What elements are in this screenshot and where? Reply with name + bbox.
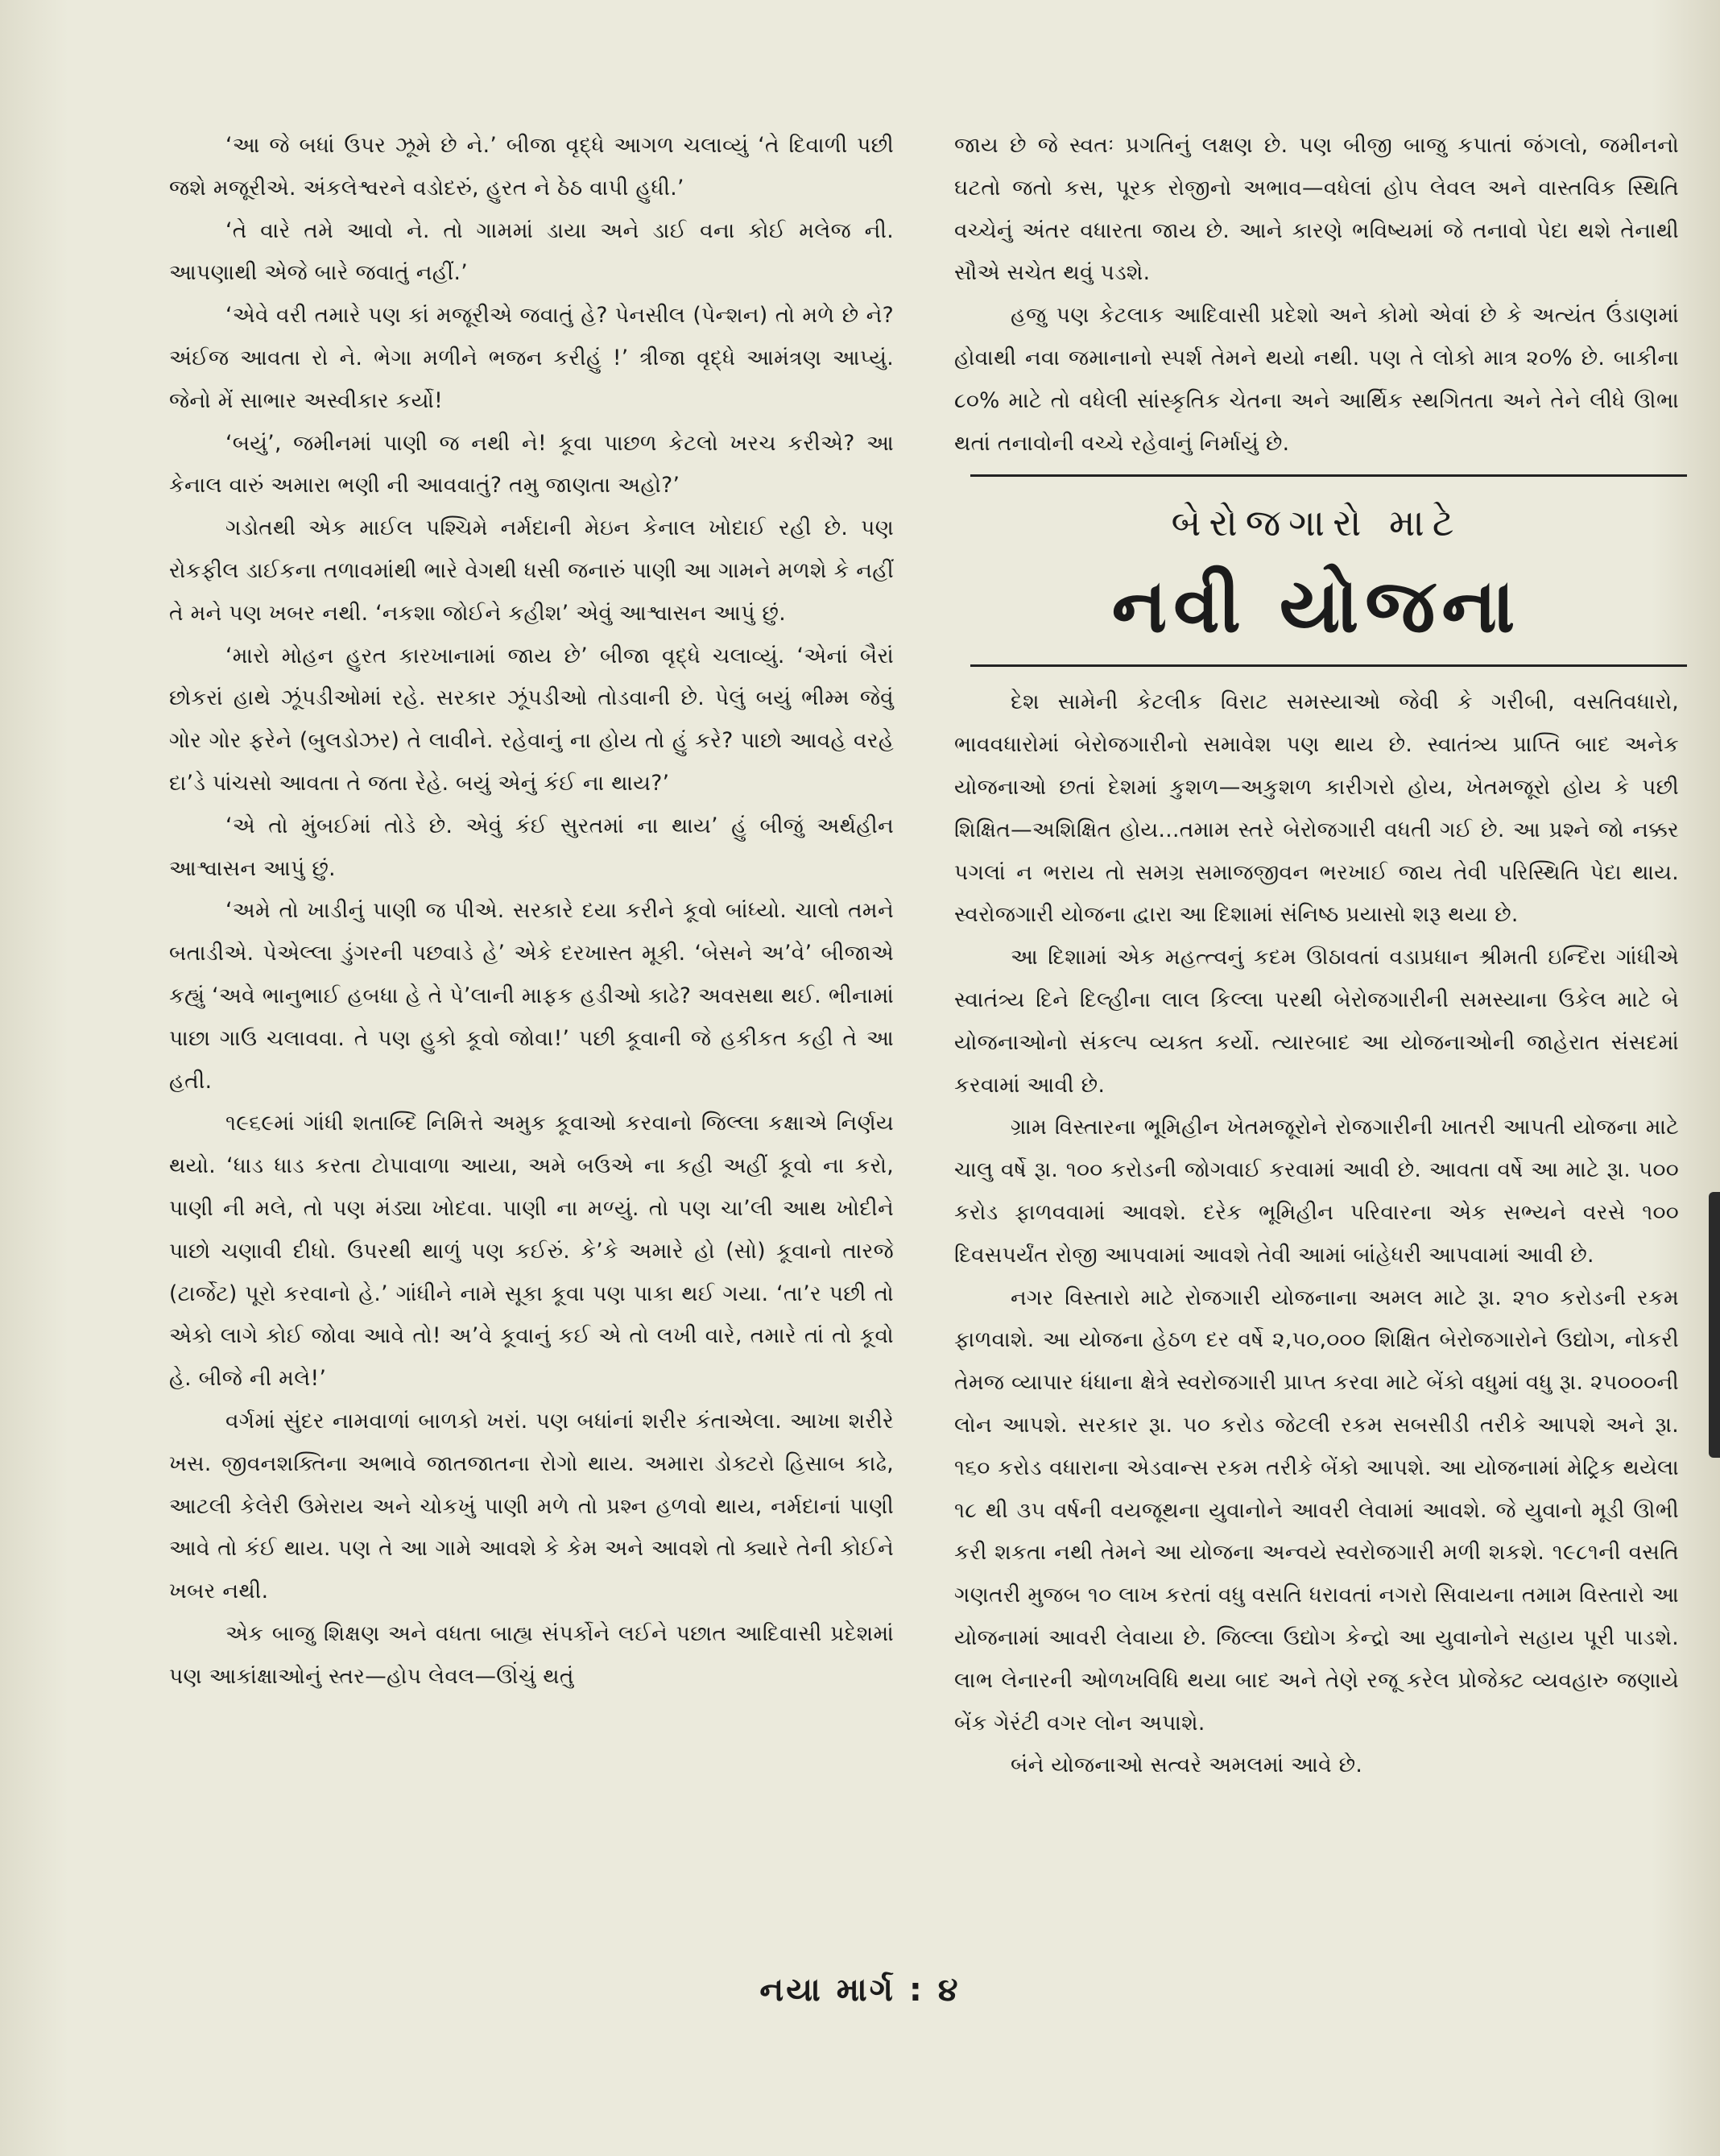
article-paragraph: આ દિશામાં એક મહત્ત્વનું કદમ ઊઠાવતાં વડાપ્રધાન શ્રીમતી ઇન્દિરા ગાંધીએ સ્વાતંત્ર્ય દિને દિલ્હીના લાલ કિલ્લા પરથી બેરોજગારીની સમસ્યાના ઉકેલ માટે બે યોજનાઓનો સંકલ્પ વ્યક્ત કર્યો. ત્યારબાદ આ યોજનાઓની જાહેરાત સંસદમાં કરવામાં આવી છે. — [954, 945, 1679, 1098]
left-paragraph: ‘એવે વરી તમારે પણ કાં મજૂરીએ જવાતું હે? પેનસીલ (પેન્શન) તો મળે છે ને? અંઈજ આવતા રો ને. ભેગા મળીને ભજન કરીહું !’ ત્રીજા વૃદ્ધે આમંત્રણ આપ્યું. જેનો મેં સાભાર અસ્વીકાર કર્યો! — [169, 303, 894, 413]
left-paragraph: ૧૯૬૯માં ગાંધી શતાબ્દિ નિમિત્તે અમુક કૂવાઓ કરવાનો જિલ્લા કક્ષાએ નિર્ણય થયો. ‘ધાડ ધાડ કરતા ટોપાવાળા આયા, અમે બઉએ ના કહી અહીં કૂવો ના કરો, પાણી ની મલે, તો પણ મંડ્યા ખોદવા. પાણી ના મળ્યું. તો પણ ચા’લી આથ ખોદીને પાછો ચણાવી દીધો. ઉપરથી થાળું પણ કઈરું. કે’કે અમારે હો (સો) કૂવાનો તારજે (ટાર્જેટ) પૂરો કરવાનો હે.’ ગાંધીને નામે સૂકા કૂવા પણ પાકા થઈ ગયા. ‘તા’ર પછી તો એકો લાગે કોઈ જોવા આવે તો! અ’વે કૂવાનું કઈ એ તો લખી વારે, તમારે તાં તો કૂવો હે. બીજે ની મલે!’ — [169, 1111, 894, 1392]
left-paragraph: ‘અમે તો ખાડીનું પાણી જ પીએ. સરકારે દયા કરીને કૂવો બાંધ્યો. ચાલો તમને બતાડીએ. પેએલ્લા ડુંગરની પછવાડે હે’ એકે દરખાસ્ત મૂકી. ‘બેસને અ’વે’ બીજાએ કહ્યું ‘અવે ભાનુભાઈ હબધા હે તે પે’લાની માફક હડીઓ કાઢે? અવસથા થઈ. ભીનામાં પાછા ગાઉ ચલાવવા. તે પણ હુકો કૂવો જોવા!’ પછી કૂવાની જે હકીકત કહી તે આ હતી. — [169, 898, 894, 1094]
headline-kicker: બેરોજગારો માટે — [1171, 501, 1462, 545]
left-paragraph: ગડોતથી એક માઈલ પશ્ચિમે નર્મદાની મેઇન કેનાલ ખોદાઈ રહી છે. પણ રોકફીલ ડાઈકના તળાવમાંથી ભારે વેગથી ધસી જનારું પાણી આ ગામને મળશે કે નહીં તે મને પણ ખબર નથી. ‘નકશા જોઈને કહીશ’ એવું આશ્વાસન આપું છું. — [169, 515, 894, 626]
left-column — [169, 125, 894, 1698]
left-paragraph: ‘એ તો મુંબઈમાં તોડે છે. એવું કંઈ સુરતમાં ના થાય’ હું બીજું અર્થહીન આશ્વાસન આપું છું. — [169, 813, 894, 881]
left-paragraph: ‘બયું’, જમીનમાં પાણી જ નથી ને! કૂવા પાછળ કેટલો ખરચ કરીએ? આ કેનાલ વારું અમારા ભણી ની આવવાતું? તમુ જાણતા અહો?’ — [169, 430, 894, 499]
right-paragraph: હજુ પણ કેટલાક આદિવાસી પ્રદેશો અને કોમો એવાં છે કે અત્યંત ઉંડાણમાં હોવાથી નવા જમાનાનો સ્પર્શ તેમને થયો નથી. પણ તે લોકો માત્ર ૨૦% છે. બાકીના ૮૦% માટે તો વધેલી સાંસ્કૃતિક ચેતના અને આર્થિક સ્થગિતતા અને તેને લીધે ઊભા થતાં તનાવોની વચ્ચે રહેવાનું નિર્માયું છે. — [954, 303, 1679, 456]
right-paragraph: જાય છે જે સ્વતઃ પ્રગતિનું લક્ષણ છે. પણ બીજી બાજુ કપાતાં જંગલો, જમીનનો ઘટતો જતો કસ, પૂરક રોજીનો અભાવ—વધેલાં હોપ લેવલ અને વાસ્તવિક સ્થિતિ વચ્ચેનું અંતર વધારતા જાય છે. આને કારણે ભવિષ્યમાં જે તનાવો પેદા થશે તેનાથી સૌએ સચેત થવું પડશે. — [954, 133, 1679, 286]
page-edge-mark — [1709, 1192, 1720, 1458]
headline-bottom-rule — [970, 664, 1687, 667]
left-paragraph: એક બાજુ શિક્ષણ અને વધતા બાહ્ય સંપર્કોને લઈને પછાત આદિવાસી પ્રદેશમાં પણ આકાંક્ષાઓનું સ્તર—હોપ લેવલ—ઊંચું થતું — [169, 1620, 894, 1689]
left-paragraph: ‘આ જે બધાં ઉપર ઝૂમે છે ને.’ બીજા વૃદ્ધે આગળ ચલાવ્યું ‘તે દિવાળી પછી જશે મજૂરીએ. અંકલેશ્વરને વડોદરું, હુરત ને ઠેઠ વાપી હુધી.’ — [169, 133, 894, 201]
left-paragraph: ‘મારો મોહન હુરત કારખાનામાં જાય છે’ બીજા વૃદ્ધે ચલાવ્યું. ‘એનાં બૈરાં છોકરાં હાથે ઝૂંપડીઓમાં રહે. સરકાર ઝૂંપડીઓ તોડવાની છે. પેલું બયું ભીમ્મ જેવું ગોર ગોર ફરેને (બુલડોઝર) તે લાવીને. રહેવાનું ના હોય તો હું કરે? પાછો આવહે વરહે દા’ડે પાંચસો આવતા તે જતા રેહે. બયું એનું કંઈ ના થાય?’ — [169, 643, 894, 796]
headline-title: નવી યોજના — [1111, 563, 1522, 650]
article-paragraph: બંને યોજનાઓ સત્વરે અમલમાં આવે છે. — [1011, 1753, 1363, 1778]
headline-top-rule — [970, 474, 1687, 477]
article-body — [954, 681, 1679, 1787]
article-paragraph: ગ્રામ વિસ્તારના ભૂમિહીન ખેતમજૂરોને રોજગારીની ખાતરી આપતી યોજના માટે ચાલુ વર્ષે રૂા. ૧૦૦ કરોડની જોગવાઈ કરવામાં આવી છે. આવતા વર્ષે આ માટે રૂા. ૫૦૦ કરોડ ફાળવવામાં આવશે. દરેક ભૂમિહીન પરિવારના એક સભ્યને વરસે ૧૦૦ દિવસપર્યંત રોજી આપવામાં આવશે તેવી આમાં બાંહેધરી આપવામાં આવી છે. — [954, 1115, 1679, 1268]
left-paragraph: ‘તે વારે તમે આવો ને. તો ગામમાં ડાયા અને ડાઈ વના કોઈ મલેજ ની. આપણાથી એજે બારે જવાતું નહીં.’ — [169, 217, 894, 286]
left-paragraph: વર્ગમાં સુંદર નામવાળાં બાળકો ખરાં. પણ બધાંનાં શરીર કંતાએલા. આખા શરીરે ખસ. જીવનશક્તિના અભાવે જાતજાતના રોગો થાય. અમારા ડોક્ટરો હિસાબ કાઢે, આટલી કેલેરી ઉમેરાય અને ચોકખું પાણી મળે તો પ્રશ્ન હળવો થાય, નર્મદાનાં પાણી આવે તો કંઈ થાય. પણ તે આ ગામે આવશે કે કેમ અને આવશે તો ક્યારે તેની કોઈને ખબર નથી. — [169, 1408, 894, 1604]
article-paragraph: દેશ સામેની કેટલીક વિરાટ સમસ્યાઓ જેવી કે ગરીબી, વસતિવધારો, ભાવવધારોમાં બેરોજગારીનો સમાવેશ પણ થાય છે. સ્વાતંત્ર્ય પ્રાપ્તિ બાદ અનેક યોજનાઓ છતાં દેશમાં કુશળ—અકુશળ કારીગરો હોય, ખેતમજૂરો હોય કે પછી શિક્ષિત—અશિક્ષિત હોય...તમામ સ્તરે બેરોજગારી વધતી ગઈ છે. આ પ્રશ્ને જો નક્કર પગલાં ન ભરાય તો સમગ્ર સમાજજીવન ભરખાઈ જાય તેવી પરિસ્થિતિ પેદા થાય. સ્વરોજગારી યોજના દ્વારા આ દિશામાં સંનિષ્ઠ પ્રયાસો શરૂ થયા છે. — [954, 689, 1679, 928]
page-footer: નયા માર્ગ : ૪ — [759, 1972, 961, 2009]
right-column — [954, 125, 1679, 1787]
article-paragraph: નગર વિસ્તારો માટે રોજગારી યોજનાના અમલ માટે રૂા. ૨૧૦ કરોડની રકમ ફાળવાશે. આ યોજના હેઠળ દર વર્ષે ૨,૫૦,૦૦૦ શિક્ષિત બેરોજગારોને ઉદ્યોગ, નોકરી તેમજ વ્યાપાર ધંધાના ક્ષેત્રે સ્વરોજગારી પ્રાપ્ત કરવા માટે બેંકો વધુમાં વધુ રૂા. ૨૫૦૦૦ની લોન આપશે. સરકાર રૂા. ૫૦ કરોડ જેટલી રકમ સબસીડી તરીકે આપશે અને રૂા. ૧૬૦ કરોડ વધારાના એડવાન્સ રકમ તરીકે બેંકો આપશે. આ યોજનામાં મેટ્રિક થયેલા ૧૮ થી ૩૫ વર્ષની વયજૂથના યુવાનોને આવરી લેવામાં આવશે. જે યુવાનો મૂડી ઊભી કરી શકતા નથી તેમને આ યોજના અન્વયે સ્વરોજગારી મળી શકશે. ૧૯૮૧ની વસતિ ગણતરી મુજબ ૧૦ લાખ કરતાં વધુ વસતિ ધરાવતાં નગરો સિવાયના તમામ વિસ્તારો આ યોજનામાં આવરી લેવાયા છે. જિલ્લા ઉદ્યોગ કેન્દ્રો આ યુવાનોને સહાય પૂરી પાડશે. લાભ લેનારની ઓળખવિધિ થયા બાદ અને તેણે રજૂ કરેલ પ્રોજેક્ટ વ્યવહારુ જણાયે બેંક ગેરંટી વગર લોન અપાશે. — [954, 1285, 1679, 1736]
